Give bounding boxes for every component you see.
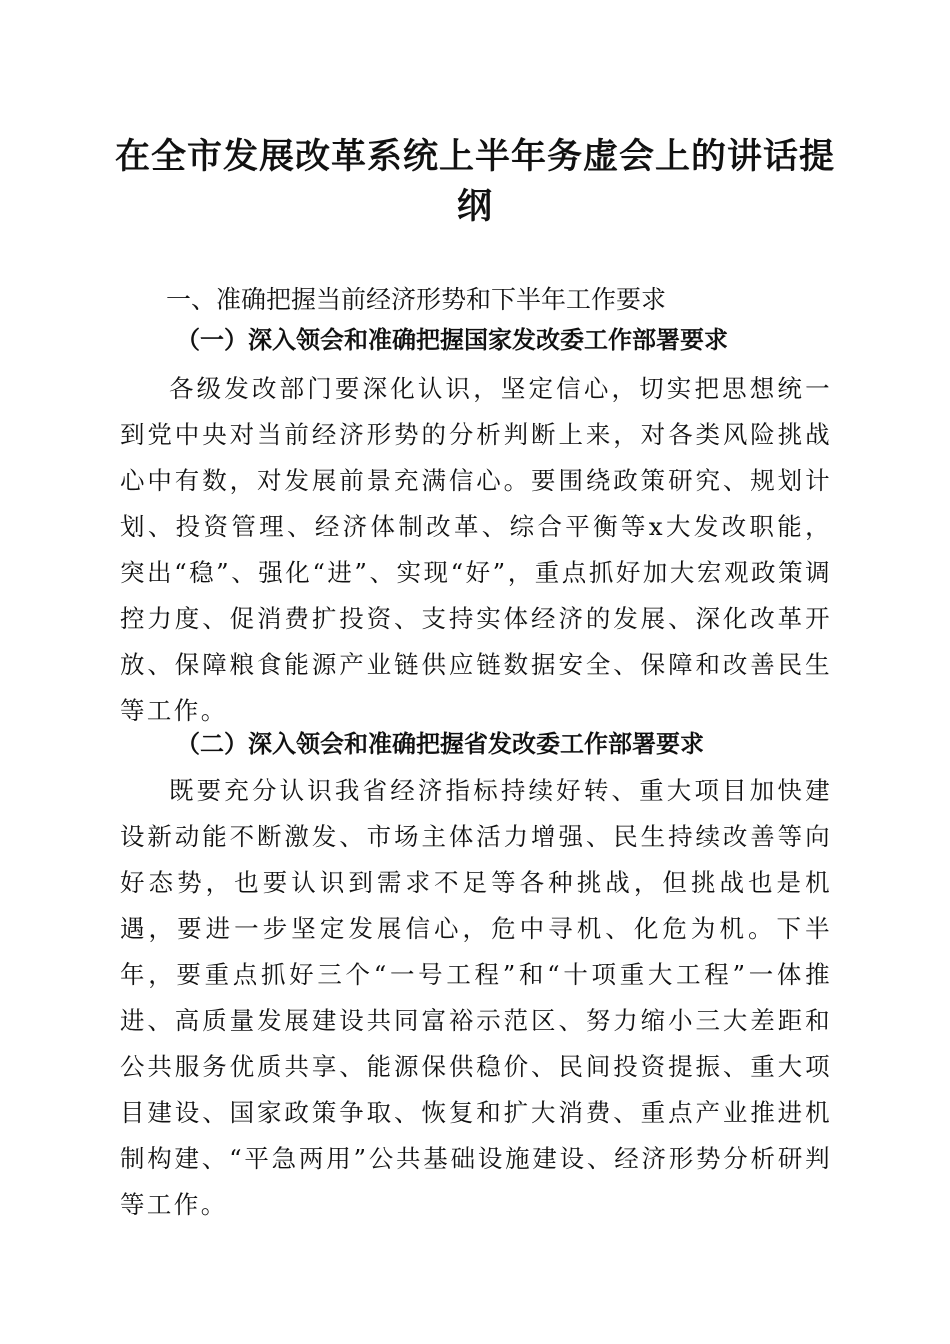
body-paragraph: 各级发改部门要深化认识，坚定信心，切实把思想统一到党中央对当前经济形势的分析判断上来，对各类风险挑战心中有数，对发展前景充满信心。要围绕政策研究、规划计划、投资管理、经济体制改革、综合平衡等x大发改职能，突出“稳”、强化“进”、实现“好”，重点抓好加大宏观政策调控力度、促消费扩投资、支持实体经济的发展、深化改革开放、保障粮食能源产业链供应链数据安全、保障和改善民生等工作。	[120, 374, 832, 725]
body-paragraph: 既要充分认识我省经济指标持续好转、重大项目加快建设新动能不断激发、市场主体活力增强、民生持续改善等向好态势，也要认识到需求不足等各种挑战，但挑战也是机遇，要进一步坚定发展信心，危中寻机、化危为机。下半年，要重点抓好三个“一号工程”和“十项重大工程”一体推进、高质量发展建设共同富裕示范区、努力缩小三大差距和公共服务优质共享、能源保供稳价、民间投资提振、重大项目建设、国家政策争取、恢复和扩大消费、重点产业推进机制构建、“平急两用”公共基础设施建设、经济形势分析研判等工作。	[120, 776, 832, 1219]
section-heading: 一、准确把握当前经济形势和下半年工作要求	[166, 285, 667, 314]
document-title: 在全市发展改革系统上半年务虚会上的讲话提纲	[114, 136, 835, 227]
subsection-heading: （一）深入领会和准确把握国家发改委工作部署要求	[176, 325, 728, 354]
subsection-heading: （二）深入领会和准确把握省发改委工作部署要求	[176, 729, 704, 758]
